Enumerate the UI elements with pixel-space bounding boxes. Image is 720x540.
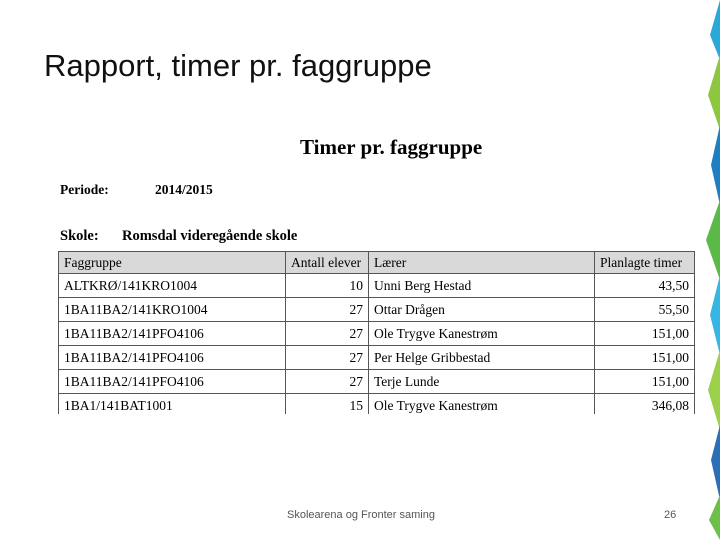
deco-shape bbox=[711, 125, 720, 205]
report-table bbox=[58, 251, 695, 414]
report-image bbox=[55, 128, 700, 414]
cell-planlagte-timer: 151,00 bbox=[595, 346, 695, 370]
table-row bbox=[59, 274, 695, 298]
header-laerer: Lærer bbox=[369, 252, 595, 274]
cell-planlagte-timer: 346,08 bbox=[595, 394, 695, 415]
deco-shape bbox=[708, 55, 720, 130]
cell-laerer: Unni Berg Hestad bbox=[369, 274, 595, 298]
decorative-stripe bbox=[706, 0, 720, 540]
header-planlagte-timer: Planlagte timer bbox=[595, 252, 695, 274]
header-antall-elever: Antall elever bbox=[286, 252, 369, 274]
page-number: 26 bbox=[664, 509, 677, 521]
cell-laerer: Terje Lunde bbox=[369, 370, 595, 394]
deco-shape bbox=[709, 495, 720, 540]
cell-faggruppe: ALTKRØ/141KRO1004 bbox=[59, 274, 286, 298]
cell-antall-elever: 15 bbox=[286, 394, 369, 415]
table-row bbox=[59, 298, 695, 322]
skole-value: Romsdal videregående skole bbox=[122, 228, 298, 244]
cell-laerer: Ottar Drågen bbox=[369, 298, 595, 322]
skole-label: Skole: bbox=[60, 228, 99, 244]
cell-faggruppe: 1BA11BA2/141PFO4106 bbox=[59, 370, 286, 394]
deco-shape bbox=[711, 425, 720, 500]
cell-faggruppe: 1BA11BA2/141PFO4106 bbox=[59, 322, 286, 346]
cell-laerer: Per Helge Gribbestad bbox=[369, 346, 595, 370]
deco-shape bbox=[708, 350, 720, 430]
deco-shape bbox=[706, 200, 720, 280]
cell-faggruppe: 1BA11BA2/141KRO1004 bbox=[59, 298, 286, 322]
cell-planlagte-timer: 151,00 bbox=[595, 322, 695, 346]
table-row bbox=[59, 370, 695, 394]
cell-antall-elever: 27 bbox=[286, 298, 369, 322]
cell-laerer: Ole Trygve Kanestrøm bbox=[369, 322, 595, 346]
cell-antall-elever: 27 bbox=[286, 370, 369, 394]
slide-footer: Skolearena og Fronter saming bbox=[287, 509, 435, 521]
cell-antall-elever: 27 bbox=[286, 322, 369, 346]
table-row bbox=[59, 346, 695, 370]
cell-antall-elever: 10 bbox=[286, 274, 369, 298]
header-faggruppe: Faggruppe bbox=[59, 252, 286, 274]
cell-planlagte-timer: 55,50 bbox=[595, 298, 695, 322]
deco-shape bbox=[710, 275, 720, 355]
slide-title: Rapport, timer pr. faggruppe bbox=[44, 48, 432, 83]
deco-shape bbox=[710, 0, 720, 60]
cell-laerer: Ole Trygve Kanestrøm bbox=[369, 394, 595, 415]
table-row bbox=[59, 322, 695, 346]
periode-label: Periode: bbox=[60, 182, 109, 197]
cell-faggruppe: 1BA11BA2/141PFO4106 bbox=[59, 346, 286, 370]
cell-planlagte-timer: 43,50 bbox=[595, 274, 695, 298]
cell-faggruppe: 1BA1/141BAT1001 bbox=[59, 394, 286, 415]
cell-planlagte-timer: 151,00 bbox=[595, 370, 695, 394]
periode-value: 2014/2015 bbox=[155, 182, 213, 197]
table-header-row bbox=[59, 252, 695, 274]
table-row bbox=[59, 394, 695, 415]
report-title: Timer pr. faggruppe bbox=[300, 135, 483, 159]
cell-antall-elever: 27 bbox=[286, 346, 369, 370]
